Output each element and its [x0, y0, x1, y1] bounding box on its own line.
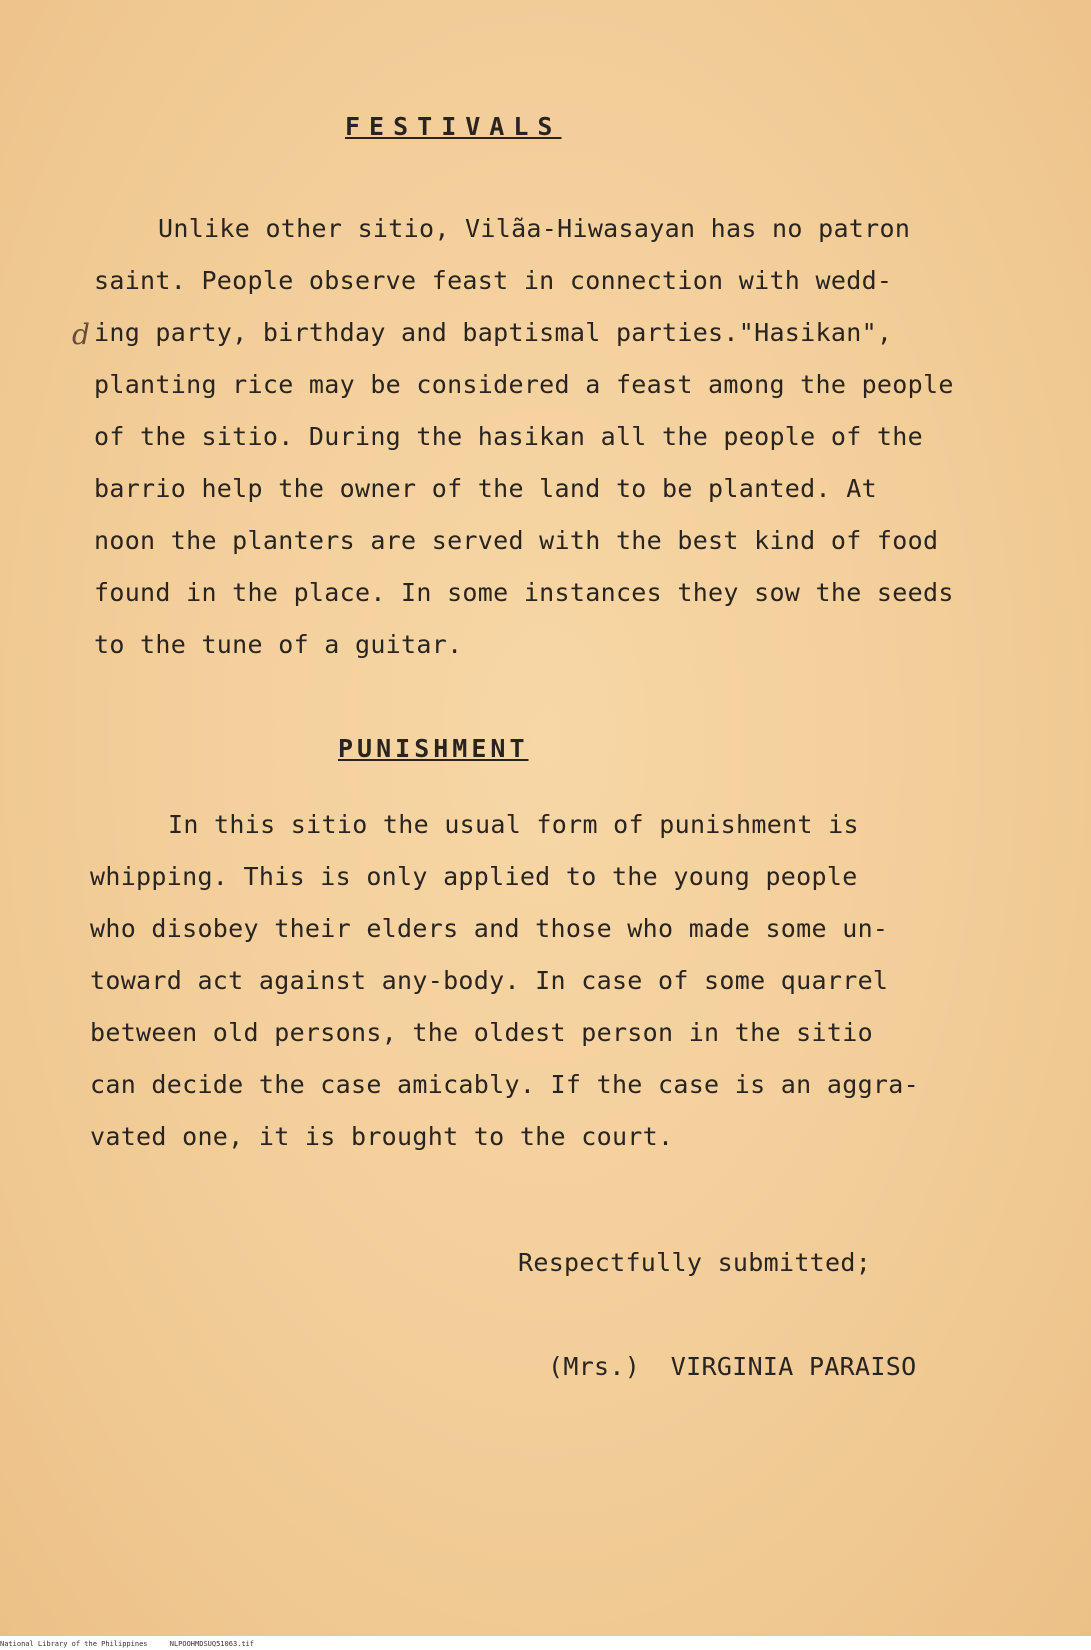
punishment-line-5: between old persons, the oldest person in the sitio [90, 1018, 873, 1047]
festivals-line-1: Unlike other sitio, Vilãa-Hiwasayan has no patron [158, 214, 911, 243]
punishment-heading: PUNISHMENT [338, 734, 529, 763]
punishment-line-6: can decide the case amicably. If the case is an aggra- [90, 1070, 919, 1099]
closing-salutation: Respectfully submitted; [518, 1248, 872, 1277]
scan-footer [0, 1638, 1091, 1650]
festivals-line-2: saint. People observe feast in connection with wedd- [94, 266, 893, 295]
festivals-heading: FESTIVALS [345, 112, 562, 141]
footer-institution: National Library of the Philippines [0, 1640, 148, 1648]
punishment-line-7: vated one, it is brought to the court. [90, 1122, 674, 1151]
punishment-line-2: whipping. This is only applied to the young people [90, 862, 858, 891]
footer-file-id: NLPOOHMDSUQ51063.tif [169, 1640, 255, 1648]
festivals-line-4: planting rice may be considered a feast among the people [94, 370, 954, 399]
festivals-line-9: to the tune of a guitar. [94, 630, 463, 659]
festivals-line-6: barrio help the owner of the land to be planted. At [94, 474, 877, 503]
festivals-line-8: found in the place. In some instances they sow the seeds [94, 578, 954, 607]
festivals-line-5: of the sitio. During the hasikan all the people of the [94, 422, 923, 451]
punishment-line-1: In this sitio the usual form of punishment is [168, 810, 859, 839]
festivals-line-3: ing party, birthday and baptismal parties."Hasikan", [94, 318, 893, 347]
punishment-line-3: who disobey their elders and those who made some un- [90, 914, 889, 943]
punishment-line-4: toward act against any-body. In case of some quarrel [90, 966, 889, 995]
handwritten-margin-note: d [72, 318, 90, 351]
signature-name: (Mrs.) VIRGINIA PARAISO [548, 1352, 917, 1381]
festivals-line-7: noon the planters are served with the best kind of food [94, 526, 939, 555]
